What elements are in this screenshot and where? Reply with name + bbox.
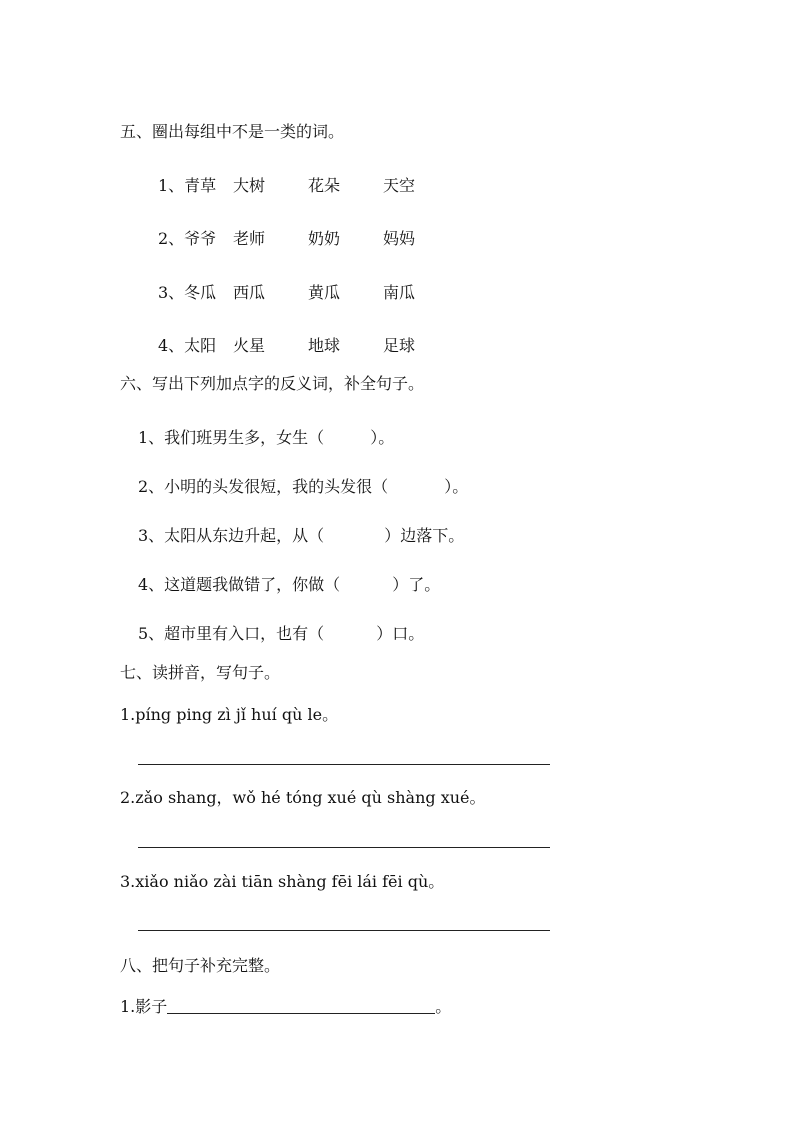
word-option[interactable]: 地球 [308, 336, 341, 355]
writing-line[interactable] [138, 847, 550, 848]
sentence-text: 1、我们班男生多，女生（ [138, 428, 325, 447]
sentence-text: ）了。 [392, 575, 441, 594]
pinyin-sentence-3: 3.xiǎo niǎo zài tiān shàng fēi lái fēi qù。 [120, 872, 445, 891]
word-option[interactable]: 老师 [233, 229, 266, 248]
fill-in-sentence-2 [138, 477, 468, 497]
word-group-4 [158, 336, 458, 356]
sentence-text: ）口。 [376, 624, 425, 643]
sentence-text: 4、这道题我做错了，你做（ [138, 575, 341, 594]
fill-in-sentence-3 [138, 526, 464, 546]
word-option[interactable]: 4、太阳 [158, 336, 217, 355]
sentence-text: ）边落下。 [384, 526, 465, 545]
sentence-text: ）。 [444, 477, 469, 496]
word-option[interactable]: 西瓜 [233, 283, 266, 302]
word-group-1 [158, 176, 458, 196]
section-5-title: 五、圈出每组中不是一类的词。 [120, 122, 345, 141]
sentence-text: 5、超市里有入口，也有（ [138, 624, 325, 643]
section-8-title: 八、把句子补充完整。 [120, 956, 281, 975]
answer-line[interactable] [167, 997, 435, 1014]
word-option[interactable]: 妈妈 [383, 229, 416, 248]
word-group-3 [158, 283, 458, 303]
word-option[interactable]: 南瓜 [383, 283, 416, 302]
writing-line[interactable] [138, 930, 550, 931]
sentence-prefix: 1.影子 [120, 997, 168, 1016]
word-option[interactable]: 黄瓜 [308, 283, 341, 302]
writing-line[interactable] [138, 764, 550, 765]
pinyin-sentence-1: 1.píng ping zì jǐ huí qù le。 [120, 705, 339, 724]
sentence-suffix: 。 [435, 997, 452, 1016]
sentence-text: 2、小明的头发很短，我的头发很（ [138, 477, 389, 496]
sentence-text: ）。 [370, 428, 395, 447]
word-option[interactable]: 2、爷爷 [158, 229, 217, 248]
word-option[interactable]: 1、青草 [158, 176, 217, 195]
fill-in-sentence-1 [138, 428, 394, 448]
word-option[interactable]: 花朵 [308, 176, 341, 195]
word-option[interactable]: 天空 [383, 176, 416, 195]
word-option[interactable]: 火星 [233, 336, 266, 355]
section-6-title: 六、写出下列加点字的反义词，补全句子。 [120, 374, 425, 393]
fill-in-sentence-4 [138, 575, 440, 595]
word-group-2 [158, 229, 458, 249]
word-option[interactable]: 足球 [383, 336, 416, 355]
sentence-text: 3、太阳从东边升起，从（ [138, 526, 325, 545]
section-7-title: 七、读拼音，写句子。 [120, 663, 281, 682]
complete-sentence-1 [120, 997, 451, 1017]
word-option[interactable]: 大树 [233, 176, 266, 195]
word-option[interactable]: 奶奶 [308, 229, 341, 248]
fill-in-sentence-5 [138, 624, 424, 644]
word-option[interactable]: 3、冬瓜 [158, 283, 217, 302]
pinyin-sentence-2: 2.zǎo shang，wǒ hé tóng xué qù shàng xué。 [120, 788, 486, 807]
